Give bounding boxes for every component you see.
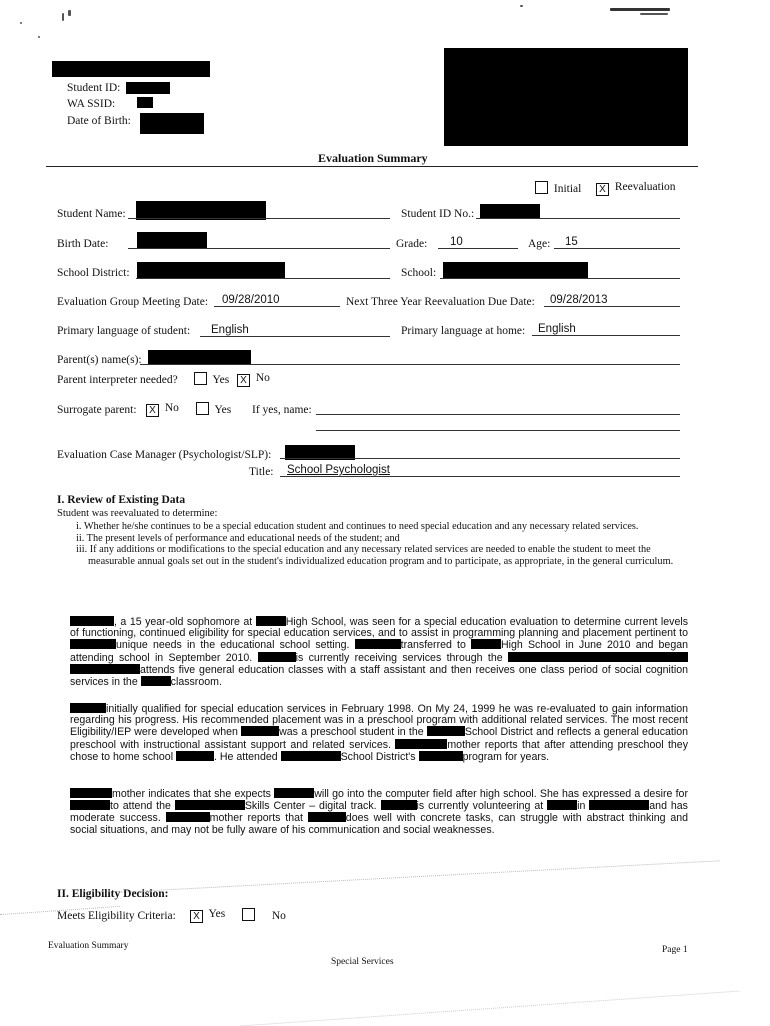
- reevaluation-option[interactable]: [596, 181, 676, 196]
- field-line: [280, 458, 680, 459]
- wa-ssid-label: WA SSID:: [67, 98, 116, 110]
- student-id-label: Student ID:: [67, 82, 121, 94]
- reeval-due-label: Next Three Year Reevaluation Due Date:: [346, 296, 535, 308]
- narrative-paragraph-2: initially qualified for special education services in February 1998. On My 24, 1999 he was re-evaluated to gain information regarding his progress. His recommended placement was in a preschool program with additional related services. The most recent Eligibility/IEP were developed when was a preschool student in the School District and reflects a general education preschool with instructional assistant support and related services. mother reports that after attending preschool they chose to home school . He attended School District's program for years.: [70, 703, 688, 763]
- surrogate-yes-option[interactable]: [196, 402, 231, 416]
- eligibility-no-option[interactable]: [242, 908, 286, 922]
- surrogate-no-option[interactable]: [146, 402, 179, 417]
- scan-speck: [38, 36, 40, 38]
- title-label: Title:: [249, 466, 274, 478]
- interpreter-label: Parent interpreter needed?: [57, 374, 178, 386]
- scan-speck: [520, 5, 523, 7]
- yes-label: Yes: [214, 404, 232, 416]
- redaction: [70, 639, 116, 649]
- parents-label: Parent(s) name(s):: [57, 354, 142, 366]
- title-rule: [46, 166, 698, 167]
- redaction: [70, 703, 106, 713]
- field-line: [532, 335, 680, 336]
- review-list: [58, 521, 698, 567]
- scan-speck: [62, 13, 64, 21]
- field-line: [476, 218, 680, 219]
- field-line: [214, 306, 340, 307]
- scan-speck: [640, 13, 668, 15]
- redaction: [258, 652, 296, 662]
- narrative-paragraph-1: , a 15 year-old sophomore at High School, was seen for a special education evaluation to determine current levels of functioning, continued eligibility for special education services, and to assist in programming planning and placement pertinent to unique needs in the educational school setting. transferred to High School in June 2010 and began attending school in September 2010. is currently receiving services through the attends five general education classes with a staff assistant and then receives one class period of social cognition services in the classroom.: [70, 616, 689, 689]
- redaction: [70, 664, 140, 674]
- no-label: No: [164, 402, 179, 414]
- redaction: [444, 48, 688, 146]
- redaction: [480, 204, 540, 219]
- field-line: [128, 218, 390, 219]
- interpreter-yes-checkbox[interactable]: [194, 372, 207, 385]
- narrative-paragraph-3: mother indicates that she expects will go into the computer field after high school. She has expressed a desire for to attend the Skills Center – digital track. is currently volunteering at in and has moderate success. mother reports that does well with concrete tasks, can struggle with abstract thinking and social situations, and may not be fully aware of his communication and social weaknesses.: [70, 788, 688, 836]
- redaction: [395, 739, 447, 749]
- field-line: [128, 248, 390, 249]
- redaction: [308, 812, 346, 822]
- redaction: [355, 639, 401, 649]
- no-label: No: [271, 910, 286, 922]
- school-label: School:: [401, 267, 437, 279]
- scan-streak: [120, 860, 719, 892]
- initial-checkbox[interactable]: [535, 181, 548, 194]
- primary-lang-home-value: English: [538, 323, 576, 335]
- redaction: [427, 726, 465, 736]
- interpreter-yes-option[interactable]: [194, 372, 229, 386]
- grade-label: Grade:: [396, 238, 428, 250]
- redaction: [70, 616, 114, 626]
- redaction: [148, 350, 251, 365]
- field-line: [438, 248, 518, 249]
- review-item: ii. The present levels of performance and educational needs of the student; and: [76, 532, 400, 544]
- yes-label: Yes: [208, 908, 226, 920]
- student-id-no-label: Student ID No.:: [401, 208, 475, 220]
- redaction: [256, 616, 286, 626]
- surrogate-label: Surrogate parent:: [57, 404, 137, 416]
- reeval-due-value: 09/28/2013: [550, 294, 608, 306]
- grade-value: 10: [450, 236, 463, 248]
- age-value: 15: [565, 236, 578, 248]
- field-line: [440, 278, 680, 279]
- eligibility-yes-checkbox[interactable]: X: [190, 910, 203, 923]
- section1-intro: Student was reevaluated to determine:: [57, 508, 218, 519]
- redaction: [443, 262, 588, 279]
- redaction: [137, 232, 207, 249]
- eligibility-no-checkbox[interactable]: [242, 908, 255, 921]
- redaction: [176, 751, 214, 761]
- scan-speck: [20, 22, 22, 24]
- field-line: [280, 476, 680, 477]
- field-line: [140, 364, 680, 365]
- redaction: [126, 82, 170, 94]
- redaction: [508, 652, 688, 662]
- surrogate-yes-checkbox[interactable]: [196, 402, 209, 415]
- reevaluation-checkbox[interactable]: X: [596, 183, 609, 196]
- redaction: [419, 751, 463, 761]
- meeting-date-value: 09/28/2010: [222, 294, 280, 306]
- footer-center: Special Services: [331, 957, 394, 967]
- redaction: [137, 97, 153, 108]
- primary-lang-student-value: English: [211, 324, 249, 336]
- section1-heading: I. Review of Existing Data: [57, 494, 186, 506]
- redaction: [70, 800, 110, 810]
- field-line: [316, 430, 680, 431]
- initial-option[interactable]: [535, 181, 581, 195]
- dob-label: Date of Birth:: [67, 115, 131, 127]
- primary-lang-home-label: Primary language at home:: [401, 325, 526, 337]
- section2-heading: II. Eligibility Decision:: [57, 888, 169, 900]
- if-yes-label: If yes, name:: [252, 404, 312, 416]
- footer-left: Evaluation Summary: [48, 941, 129, 951]
- field-line: [544, 306, 680, 307]
- page-title: Evaluation Summary: [318, 151, 428, 165]
- redaction: [141, 676, 171, 686]
- review-item: i. Whether he/she continues to be a special education student and continues to need special education and any necessary related services.: [76, 521, 639, 532]
- meeting-date-label: Evaluation Group Meeting Date:: [57, 296, 209, 308]
- redaction: [471, 639, 501, 649]
- eligibility-yes-option[interactable]: [190, 908, 225, 923]
- title-value: School Psychologist: [287, 464, 390, 476]
- redaction: [241, 726, 279, 736]
- redaction: [381, 800, 417, 810]
- yes-label: Yes: [212, 374, 230, 386]
- school-district-label: School District:: [57, 267, 130, 279]
- scan-speck: [610, 8, 670, 11]
- primary-lang-student-label: Primary language of student:: [57, 325, 191, 337]
- age-label: Age:: [528, 238, 551, 250]
- redaction: [140, 113, 204, 134]
- review-item: iii. If any additions or modifications to the special education and any necessary related services are needed to enable the student to meet the measurable annual goals set out in the student's individualized education program and to participate, as appropriate, in the general curriculum.: [76, 544, 674, 567]
- initial-label: Initial: [553, 183, 582, 195]
- scan-streak: [241, 991, 740, 1026]
- field-line: [136, 278, 390, 279]
- redaction: [166, 812, 210, 822]
- page-number: Page 1: [662, 945, 688, 955]
- surrogate-no-checkbox[interactable]: X: [146, 404, 159, 417]
- redaction: [547, 800, 577, 810]
- reevaluation-label: Reevaluation: [614, 181, 676, 193]
- redaction: [175, 800, 245, 810]
- student-name-label: Student Name:: [57, 208, 126, 220]
- eligibility-criteria-label: Meets Eligibility Criteria:: [57, 910, 176, 922]
- case-manager-label: Evaluation Case Manager (Psychologist/SLP):: [57, 449, 272, 461]
- field-line: [316, 414, 680, 415]
- redaction: [70, 788, 112, 798]
- redaction: [589, 800, 649, 810]
- redaction: [137, 262, 285, 279]
- birth-date-label: Birth Date:: [57, 238, 109, 250]
- field-line: [200, 336, 390, 337]
- no-label: No: [255, 372, 270, 384]
- field-line: [554, 248, 680, 249]
- interpreter-no-option[interactable]: [237, 372, 270, 387]
- interpreter-no-checkbox[interactable]: X: [237, 374, 250, 387]
- scan-speck: [68, 10, 71, 16]
- redaction: [281, 751, 341, 761]
- redaction: [52, 61, 210, 77]
- redaction: [274, 788, 314, 798]
